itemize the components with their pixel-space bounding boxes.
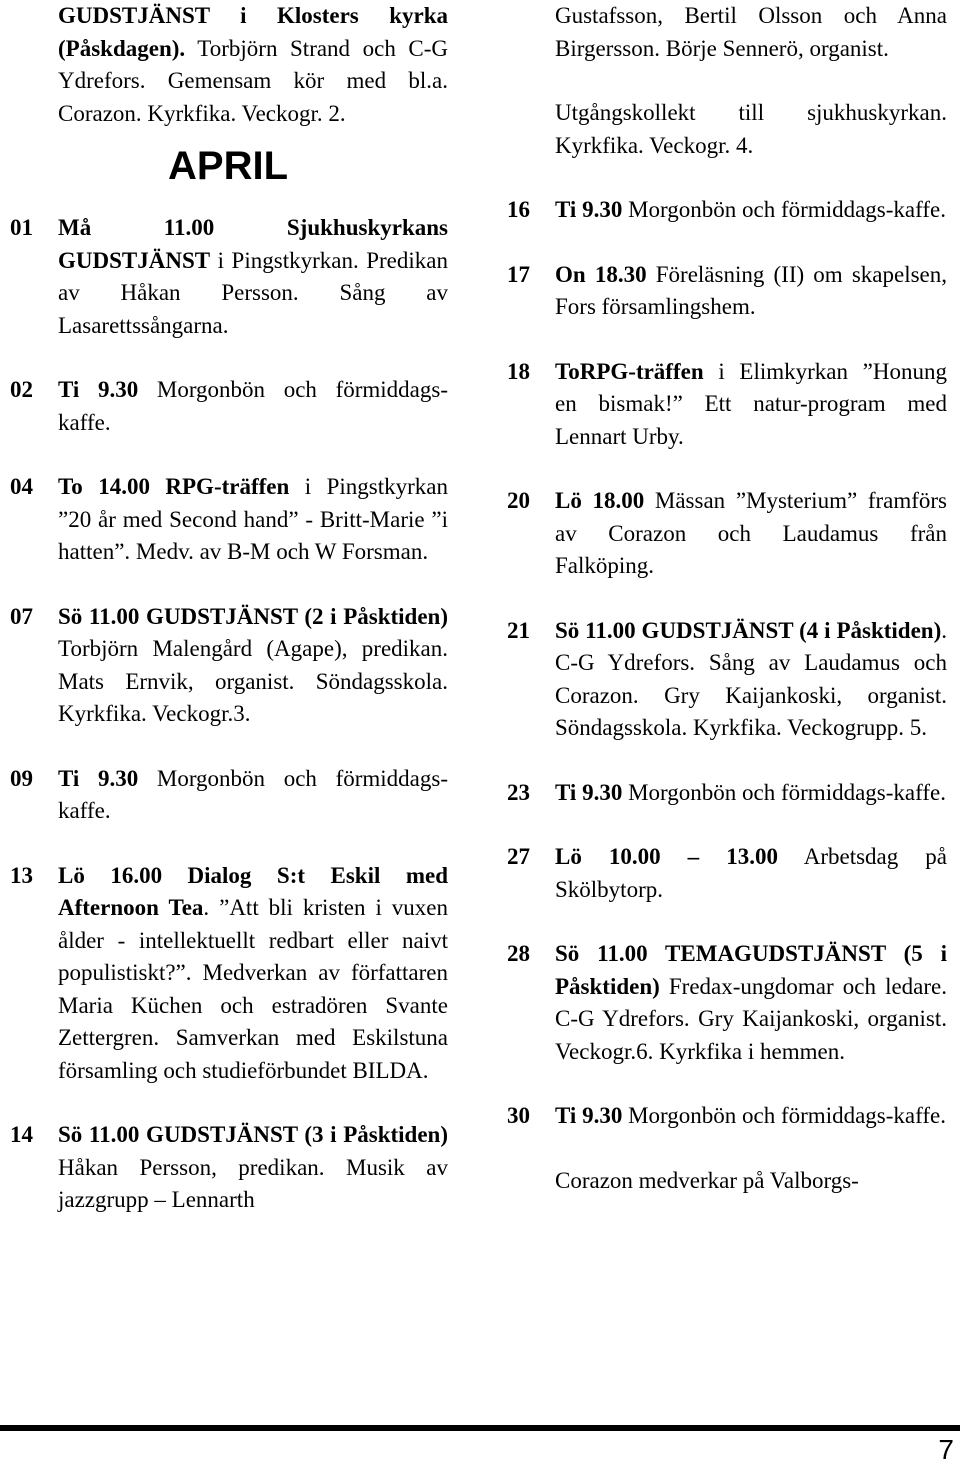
calendar-entry bbox=[507, 777, 947, 810]
entry-text bbox=[58, 471, 448, 569]
month-heading: APRIL bbox=[168, 144, 288, 188]
entry-bold: Sö 11.00 GUDSTJÄNST (3 i Påsktiden) bbox=[58, 1122, 448, 1147]
entry-text bbox=[58, 1119, 448, 1217]
entry-rest: Arbetsdag på Skölbytorp. bbox=[555, 844, 948, 902]
entry-rest: . C-G Ydrefors. Sång av Laudamus och Corazon. Gry Kaijankoski, organist. Söndagsskola. Kyrkfika. Veckogrupp. 5. bbox=[555, 617, 947, 740]
calendar-entry bbox=[507, 356, 947, 454]
entry-text bbox=[58, 601, 448, 731]
entry-date: 09 bbox=[10, 765, 33, 791]
calendar-entry bbox=[10, 763, 448, 828]
carry-text: Torbjörn Strand och C-G Ydrefors. Gemensam kör med bl.a. Corazon. Kyrkfika. Veckogr. 2. bbox=[58, 35, 448, 126]
carry-over-paragraph: Gustafsson, Bertil Olsson och Anna Birgersson. Börje Sennerö, organist. bbox=[555, 3, 947, 61]
entry-bold: Sö 11.00 GUDSTJÄNST (2 i Påsktiden) bbox=[58, 603, 448, 629]
page-number: 7 bbox=[938, 1434, 954, 1465]
continued-paragraph: Corazon medverkar på Valborgs- bbox=[555, 1167, 859, 1193]
entry-date: 04 bbox=[10, 474, 33, 499]
entry-text bbox=[58, 860, 448, 1088]
entry-bold: Ti 9.30 bbox=[555, 779, 623, 805]
calendar-entry bbox=[507, 841, 947, 906]
entry-date: 23 bbox=[507, 779, 530, 805]
entry-rest: Morgonbön och förmiddags-kaffe. bbox=[622, 1103, 946, 1128]
calendar-entry bbox=[507, 615, 947, 745]
calendar-entry bbox=[10, 471, 448, 569]
entry-date: 17 bbox=[507, 261, 530, 287]
right-column bbox=[507, 0, 947, 1197]
entry-rest: i Pingstkyrkan ”20 år med Second hand” - Britt-Marie ”i hatten”. Medv. av B-M och W Forsman. bbox=[58, 474, 448, 564]
entry-bold: Ti 9.30 bbox=[58, 765, 139, 791]
entry-date: 14 bbox=[10, 1122, 33, 1147]
calendar-entry bbox=[10, 374, 448, 439]
entry-date: 27 bbox=[507, 844, 530, 869]
entry-date: 21 bbox=[507, 617, 530, 643]
entry-rest: Mässan ”Mysterium” framförs av Corazon och Laudamus från Falköping. bbox=[555, 488, 948, 578]
carry-over-paragraph: Utgångskollekt till sjukhuskyrkan. Kyrkfika. Veckogr. 4. bbox=[555, 100, 947, 158]
entry-rest: Morgonbön och förmiddags-kaffe. bbox=[622, 779, 946, 805]
entry-bold: Sö 11.00 GUDSTJÄNST (4 i Påsktiden) bbox=[555, 617, 942, 643]
entry-text bbox=[555, 194, 947, 227]
calendar-entry bbox=[507, 485, 947, 583]
entry-date: 28 bbox=[507, 941, 530, 966]
carry-over-paragraph bbox=[10, 0, 448, 130]
entry-rest: Föreläsning (II) om skapelsen, Fors församlingshem. bbox=[555, 261, 947, 319]
entry-bold: ToRPG-träffen bbox=[555, 358, 704, 384]
entry-text bbox=[555, 259, 947, 324]
calendar-entry bbox=[507, 1100, 947, 1133]
entry-bold: Sö 11.00 TEMAGUDSTJÄNST (5 i Påsktiden) bbox=[555, 941, 947, 999]
entry-bold: Lö 16.00 Dialog S:t Eskil med Afternoon Tea bbox=[58, 862, 448, 920]
entry-bold: Ti 9.30 bbox=[58, 377, 139, 402]
left-column bbox=[10, 0, 448, 1217]
entry-date: 20 bbox=[507, 488, 530, 513]
entry-rest: Fredax-ungdomar och ledare. C-G Ydrefors. Gry Kaijankoski, organist. Veckogr.6. Kyrkfika i hemmen. bbox=[555, 973, 947, 1064]
entry-date: 07 bbox=[10, 603, 33, 629]
entry-date: 02 bbox=[10, 377, 33, 402]
entry-text bbox=[555, 1100, 947, 1133]
entry-bold: Ti 9.30 bbox=[555, 1103, 623, 1128]
entry-bold: On 18.30 bbox=[555, 261, 647, 287]
entry-date: 01 bbox=[10, 215, 33, 240]
entry-text bbox=[555, 938, 947, 1068]
carry-bold: GUDSTJÄNST i Klosters kyrka (Påskdagen). bbox=[58, 3, 448, 61]
entry-text bbox=[555, 356, 947, 454]
entry-text bbox=[555, 777, 947, 810]
entry-date: 13 bbox=[10, 862, 33, 888]
entry-text bbox=[58, 212, 448, 342]
entry-text bbox=[58, 763, 448, 828]
calendar-entry bbox=[507, 938, 947, 1068]
entry-rest: Morgonbön och förmiddags-kaffe. bbox=[58, 765, 448, 823]
calendar-entry bbox=[507, 259, 947, 324]
entry-rest: i Pingstkyrkan. Predikan av Håkan Persson. Sång av Lasarettssångarna. bbox=[58, 247, 448, 338]
footer-rule bbox=[0, 1425, 960, 1431]
entry-bold: Må 11.00 Sjukhuskyrkans GUDSTJÄNST bbox=[58, 215, 448, 273]
entry-date: 16 bbox=[507, 197, 530, 222]
entry-rest: Morgonbön och förmiddags-kaffe. bbox=[622, 197, 946, 222]
calendar-entry bbox=[10, 212, 448, 342]
entry-rest: Håkan Persson, predikan. Musik av jazzgrupp – Lennarth bbox=[58, 1154, 448, 1212]
entry-bold: Lö 18.00 bbox=[555, 488, 645, 513]
entry-date: 18 bbox=[507, 358, 530, 384]
calendar-entry bbox=[10, 860, 448, 1088]
entry-date: 30 bbox=[507, 1103, 530, 1128]
entry-rest: Morgonbön och förmiddags-kaffe. bbox=[58, 377, 448, 435]
calendar-entry bbox=[10, 1119, 448, 1217]
entry-rest: Torbjörn Malengård (Agape), predikan. Mats Ernvik, organist. Söndagsskola. Kyrkfika. Veckogr.3. bbox=[58, 636, 448, 726]
entry-bold: To 14.00 RPG-träffen bbox=[58, 474, 290, 499]
entry-text bbox=[58, 374, 448, 439]
entry-bold: Lö 10.00 – 13.00 bbox=[555, 844, 778, 869]
calendar-entry bbox=[507, 194, 947, 227]
calendar-entry bbox=[10, 601, 448, 731]
entry-text bbox=[555, 841, 947, 906]
entry-text bbox=[555, 615, 947, 745]
entry-text bbox=[555, 485, 947, 583]
entry-bold: Ti 9.30 bbox=[555, 197, 623, 222]
entry-rest: . ”Att bli kristen i vuxen ålder - intellektuellt redbart eller naivt populistiskt?”. Medverkan av författaren Maria Küchen och estradören Svante Zettergren. Samverkan med Eskilstuna församling och studieförbundet BILDA. bbox=[58, 895, 448, 1083]
entry-rest: i Elimkyrkan ”Honung en bismak!” Ett natur-program med Lennart Urby. bbox=[555, 358, 947, 449]
